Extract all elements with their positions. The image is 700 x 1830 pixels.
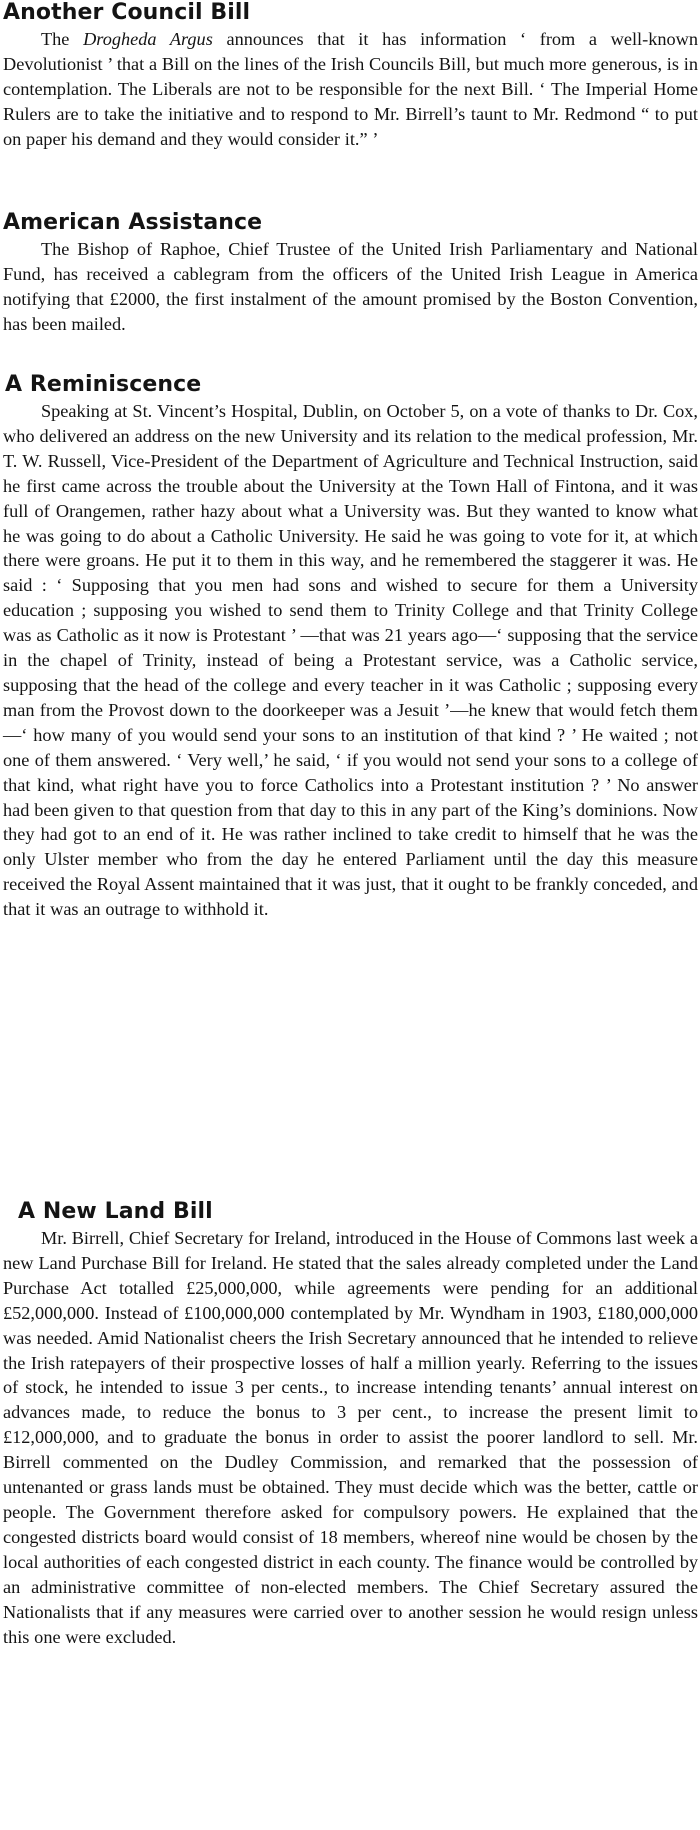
body-text: announces that it has information ‘ from a well-known Devolutionist ’ that a Bill on the lines of the Irish Councils Bill, but much more generous, is in contemplation. The Liberals are not to be responsible for the next Bill. ‘ The Imperial Home Rulers are to take the initiative and to respond to Mr. Birrell’s taunt to Mr. Redmond “ to put on paper his demand and they would consider it.” ’ [3, 29, 698, 149]
headline-another-council-bill: Another Council Bill [3, 0, 251, 25]
article-another-council-bill [0, 0, 700, 152]
headline-a-new-land-bill: A New Land Bill [18, 1199, 213, 1224]
headline-american-assistance: American Assistance [3, 210, 263, 235]
article-body: The Bishop of Raphoe, Chief Trustee of the United Irish Parliamentary and National Fund, has received a cablegram from the officers of the United Irish League in America notifying that £2000, the first instalment of the amount promised by the Boston Convention, has been mailed. [3, 239, 698, 334]
article-body [0, 27, 700, 152]
article-american-assistance [0, 208, 700, 337]
article-a-new-land-bill [0, 1197, 700, 1649]
article-a-reminiscence [0, 370, 700, 922]
article-body: Speaking at St. Vincent’s Hospital, Dublin, on October 5, on a vote of thanks to Dr. Cox, who delivered an address on the new University and its relation to the medical profession, Mr. T. W. Russell, Vice-President of the Department of Agriculture and Technical Instruction, said he first came across the trouble about the University at the Town Hall of Fintona, and it was full of Orangemen, rather hazy about what a University was. But they wanted to know what he was going to do about a Catholic University. He said he was going to vote for it, at which there were groans. He put it to them in this way, and he remembered the staggerer it was. He said : ‘ Supposing that you men had sons and wished to secure for them a University education ; supposing you wished to send them to Trinity College and that Trinity College was as Catholic as it now is Protestant ’ —that was 21 years ago—‘ supposing that the service in the chapel of Trinity, instead of being a Protestant service, was a Catholic service, supposing that the head of the college and every teacher in it was Catholic ; supposing every man from the Provost down to the doorkeeper was a Jesuit ’—he knew that would fetch them—‘ how many of you would send your sons to an institution of that kind ? ’ He waited ; not one of them answered. ‘ Very well,’ he said, ‘ if you would not send your sons to a college of that kind, what right have you to force Catholics into a Protestant institution ? ’ No answer had been given to that question from that day to this in any part of the King’s dominions. Now they had got to an end of it. He was rather inclined to take credit to himself that he was the only Ulster member who from the day he entered Parliament until the day this measure received the Royal Assent maintained that it was just, that it ought to be frankly conceded, and that it was an outrage to withhold it. [3, 401, 698, 920]
headline-a-reminiscence: A Reminiscence [5, 372, 202, 397]
publication-name: Drogheda Argus [83, 29, 213, 49]
article-body: Mr. Birrell, Chief Secretary for Ireland, introduced in the House of Commons last week a new Land Purchase Bill for Ireland. He stated that the sales already completed under the Land Purchase Act totalled £25,000,000, while agreements were pending for an additional £52,000,000. Instead of £100,000,000 contemplated by Mr. Wyndham in 1903, £180,000,000 was needed. Amid Nationalist cheers the Irish Secretary announced that he intended to relieve the Irish ratepayers of their prospective losses of half a million yearly. Referring to the issues of stock, he intended to issue 3 per cents., to increase intending tenants’ annual interest on advances made, to reduce the bonus to 3 per cent., to increase the present limit to £12,000,000, and to graduate the bonus in order to assist the poorer landlord to sell. Mr. Birrell commented on the Dudley Commission, and remarked that the possession of untenanted or grass lands must be obtained. They must decide which was the better, cattle or people. The Government therefore asked for compulsory powers. He explained that the congested districts board would consist of 18 members, whereof nine would be chosen by the local authorities of each congested district in each county. The finance would be controlled by an administrative committee of non-elected members. The Chief Secretary assured the Nationalists that if any measures were carried over to another session he would resign unless this one were excluded. [3, 1228, 698, 1647]
body-lead: The [41, 29, 84, 49]
